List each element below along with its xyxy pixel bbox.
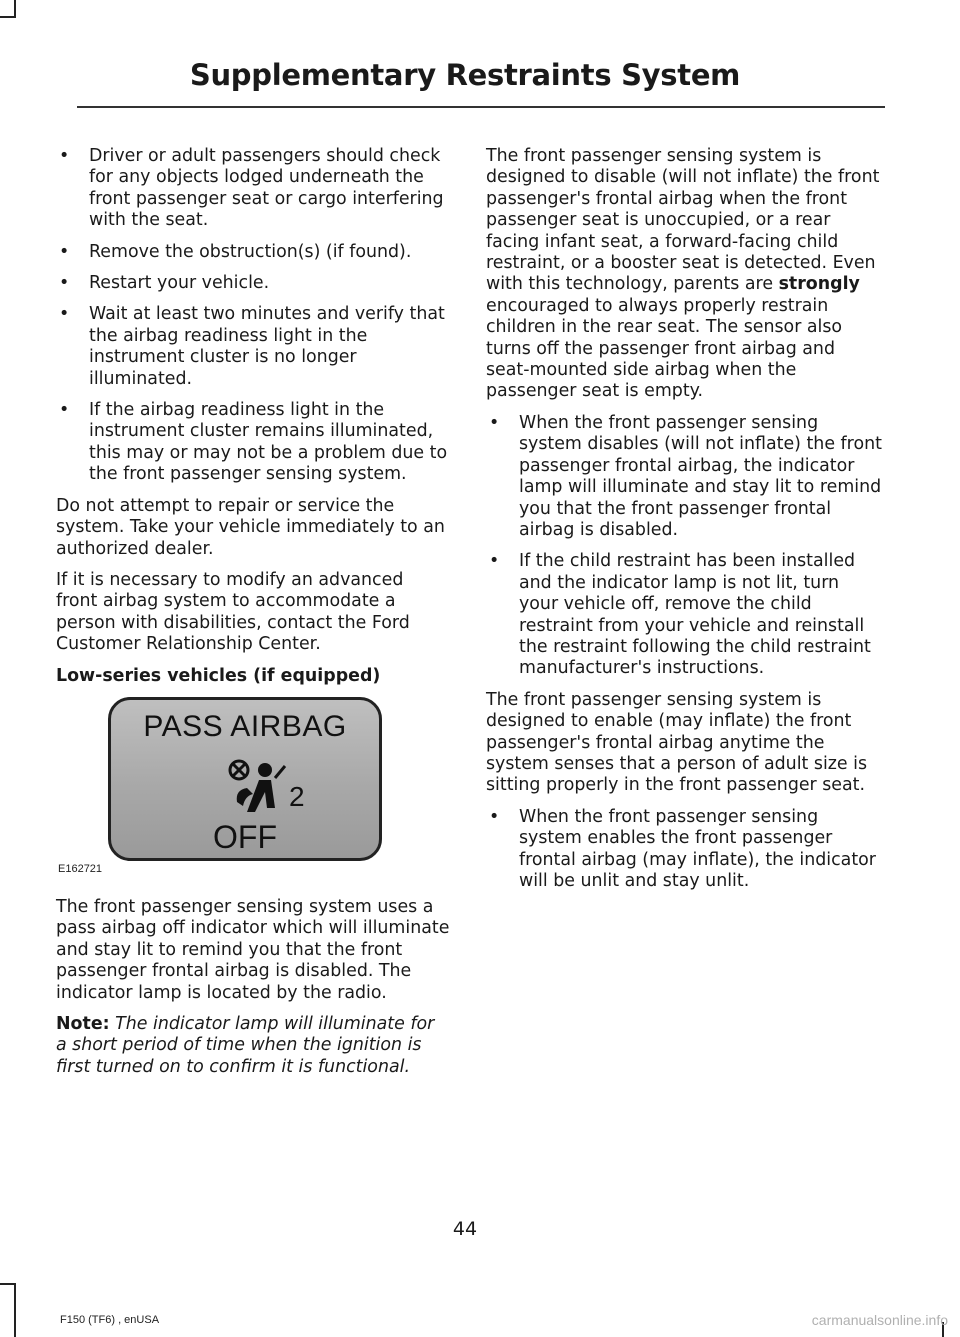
watermark: carmanualsonline.info bbox=[811, 1312, 948, 1328]
page-number: 44 bbox=[452, 1218, 478, 1240]
note-text: The indicator lamp will illuminate for a short period of time when the ignition is first turned on to confirm it is functional. bbox=[56, 1013, 435, 1077]
paragraph: The front passenger sensing system uses a pass airbag off indicator which will illuminate and stay lit to remind you that the front passenger frontal airbag is disabled. The indicator lamp is located by the radio. bbox=[56, 896, 450, 1003]
crop-mark-bottom-left-v bbox=[14, 1285, 16, 1337]
list-item: • Wait at least two minutes and verify that the airbag readiness light in the instrument cluster is no longer illuminated. bbox=[56, 304, 450, 390]
emphasis-strongly: strongly bbox=[778, 274, 860, 295]
paragraph: Do not attempt to repair or service the system. Take your vehicle immediately to an authorized dealer. bbox=[56, 495, 445, 559]
left-bullet-list bbox=[56, 146, 450, 486]
list-item: • If the airbag readiness light in the instrument cluster remains illuminated, this may or may not be a problem due to the front passenger sensing system. bbox=[56, 400, 450, 486]
pass-airbag-indicator-lamp bbox=[108, 697, 382, 861]
paragraph: If it is necessary to modify an advanced front airbag system to accommodate a person with disabilities, contact the Ford Customer Relationship Center. bbox=[56, 569, 410, 655]
lamp-top-text: PASS AIRBAG bbox=[143, 709, 347, 743]
paragraph: The front passenger sensing system is designed to enable (may inflate) the front passenger's frontal airbag anytime the system senses that a person of adult size is sitting properly in the front passenger seat. bbox=[486, 689, 868, 796]
right-column bbox=[486, 146, 882, 902]
right-bullet-list-2 bbox=[486, 807, 882, 893]
indicator-figure bbox=[56, 697, 450, 881]
lamp-icon-number: 2 bbox=[289, 780, 305, 812]
doc-code: F150 (TF6) , enUSA bbox=[60, 1314, 160, 1326]
lamp-bottom-text: OFF bbox=[213, 818, 277, 855]
list-item: • Restart your vehicle. bbox=[56, 273, 450, 294]
page-title: Supplementary Restraints System bbox=[189, 58, 741, 92]
passenger-airbag-off-icon bbox=[225, 758, 289, 816]
list-item: • Driver or adult passengers should check for any objects lodged underneath the front passenger seat or cargo interfering with the seat. bbox=[56, 146, 450, 232]
list-item: • Remove the obstruction(s) (if found). bbox=[56, 242, 450, 263]
text-run: The front passenger sensing system is designed to disable (will not inflate) the front passenger's frontal airbag when the front passenger seat is unoccupied, or a rear facing infant seat, a forward-facing child restraint, or a booster seat is detected. Even with this technology, parents are bbox=[486, 146, 880, 295]
list-item: • When the front passenger sensing system disables (will not inflate) the front passenger frontal airbag, the indicator lamp will illuminate and stay lit to remind you that the front passenger frontal airbag is disabled. bbox=[486, 413, 882, 541]
note-label: Note: bbox=[56, 1013, 110, 1034]
subheading: Low-series vehicles (if equipped) bbox=[56, 665, 381, 686]
crop-mark-top-left-h bbox=[0, 16, 16, 18]
list-item: • When the front passenger sensing system enables the front passenger frontal airbag (may inflate), the indicator will be unlit and stay unlit. bbox=[486, 807, 882, 893]
list-item: • If the child restraint has been installed and the indicator lamp is not lit, turn your vehicle off, remove the child restraint from your vehicle and reinstall the restraint following the child restraint manufacturer's instructions. bbox=[486, 551, 882, 679]
note bbox=[56, 1014, 450, 1078]
header-rule bbox=[77, 106, 885, 108]
text-run: encouraged to always properly restrain children in the rear seat. The sensor also turns off the passenger front airbag and seat-mounted side airbag when the passenger seat is empty. bbox=[486, 295, 843, 402]
right-bullet-list-1 bbox=[486, 413, 882, 680]
left-column bbox=[56, 146, 450, 1088]
figure-code: E162721 bbox=[58, 862, 103, 875]
crop-mark-bottom-left-h bbox=[0, 1283, 16, 1285]
paragraph bbox=[486, 146, 882, 403]
